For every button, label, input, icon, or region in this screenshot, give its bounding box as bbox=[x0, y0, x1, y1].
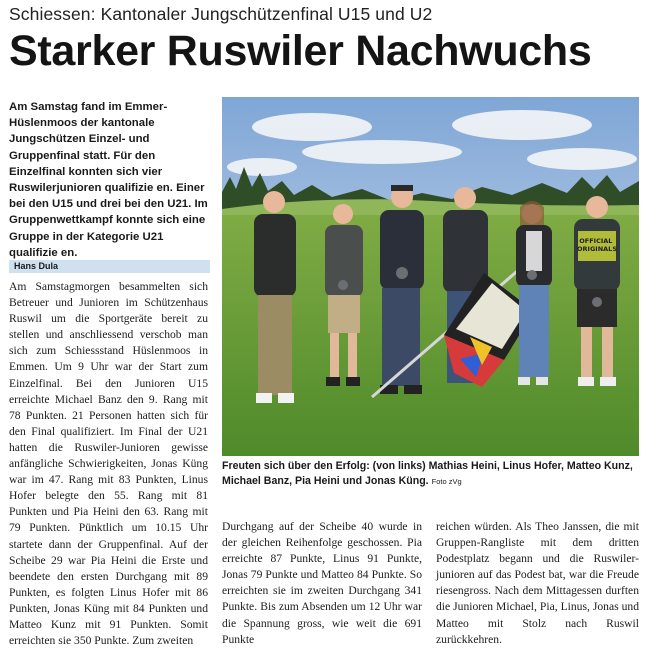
photo-credit: Foto zVg bbox=[431, 476, 462, 486]
shirt-text: OFFICIAL ORIGINALS bbox=[577, 237, 617, 253]
person-3 bbox=[380, 185, 424, 394]
body-column-2: Durchgang auf der Scheibe 40 wurde in der gleichen Reihenfolge geschossen. Pia erreichte 87 Punkte, Linus 91 Punkte, Jonas 79 Punkte und Matteo 84 Punkte. So erreichten sie im zweiten Durchgang 341 Punkte. Bis zum Absenden um 12 Uhr war die Spannung gross, wie weit die 691 Punkte bbox=[222, 520, 422, 646]
article-lead: Am Samstag fand im Emmer-Hüslenmoos der kantonale Jungschützen Einzel- und Gruppenfinal statt. Für den Einzelfinal konnten sich vier Ruswilerjunioren qualifizie en. Einer bei den U15 und drei bei den U21. Im Gruppenwettkampf konnte sich eine Gruppe in der Kategorie U21 qualifizie en. bbox=[9, 101, 208, 259]
team-photo bbox=[222, 97, 639, 456]
person-1 bbox=[254, 191, 296, 403]
body-column-3: reichen würden. Als Theo Janssen, die mit Gruppen-Rangliste mit dem dritten Podestplatz begann und die Ruswiler-junioren auf das Podest bat, war die Freude riesengross. Nach dem Mittagessen durften die Junioren Michael, Pia, Linus, Jonas und Matteo mit Stolz nach Ruswil zurückkehren. bbox=[436, 520, 639, 646]
body-column-1: Am Samstagmorgen besammelten sich Betreuer und Junioren im Schützenhaus Ruswil um die Sportgeräte bereit zu stellen und anschliessend verschob man sich zum Schiessstand Hüslenmoos in Emmen. Um 9 Uhr war der Start zum Einzelfinal. Bei den Junioren U15 erreichte Michael Banz den 9. Rang mit 78 Punkten. 21 Personen hatten sich für den Final qualifiziert. Im Final der U21 hatten die Ruswiler-Junioren gewisse anfängliche Schwierigkeiten, Jonas Küng war im 47. Rang mit 83 Punkten, Linus Hofer belegte den 55. Rang mit 81 Punkten und Pia Heini den 63. Rang mit 79 Punkten. Pünktlich um 10.15 Uhr startete dann der Gruppenfinal. Auf der Scheibe 29 war Pia Heini die Erste und beendete den ersten Durchgang mit 89 Punkten, es folgten Linus Hofer mit 86 Punkten, Jonas Küng mit 84 Punkten und Matteo Kunz mit 91 Punkten. Somit erreichten sie 350 Punkte. Zum zweiten bbox=[9, 280, 208, 648]
person-5 bbox=[516, 201, 552, 385]
article-headline: Starker Ruswiler Nachwuchs bbox=[9, 27, 592, 75]
photo-caption bbox=[222, 459, 639, 489]
caption-text: Freuten sich über den Erfolg: (von links) Mathias Heini, Linus Hofer, Matteo Kunz, Michael Banz, Pia Heini und Jonas Küng. bbox=[222, 460, 633, 487]
author-byline: Hans Dula bbox=[9, 260, 210, 273]
article-kicker: Schiessen: Kantonaler Jungschützenfinal U15 und U2 bbox=[9, 4, 433, 24]
